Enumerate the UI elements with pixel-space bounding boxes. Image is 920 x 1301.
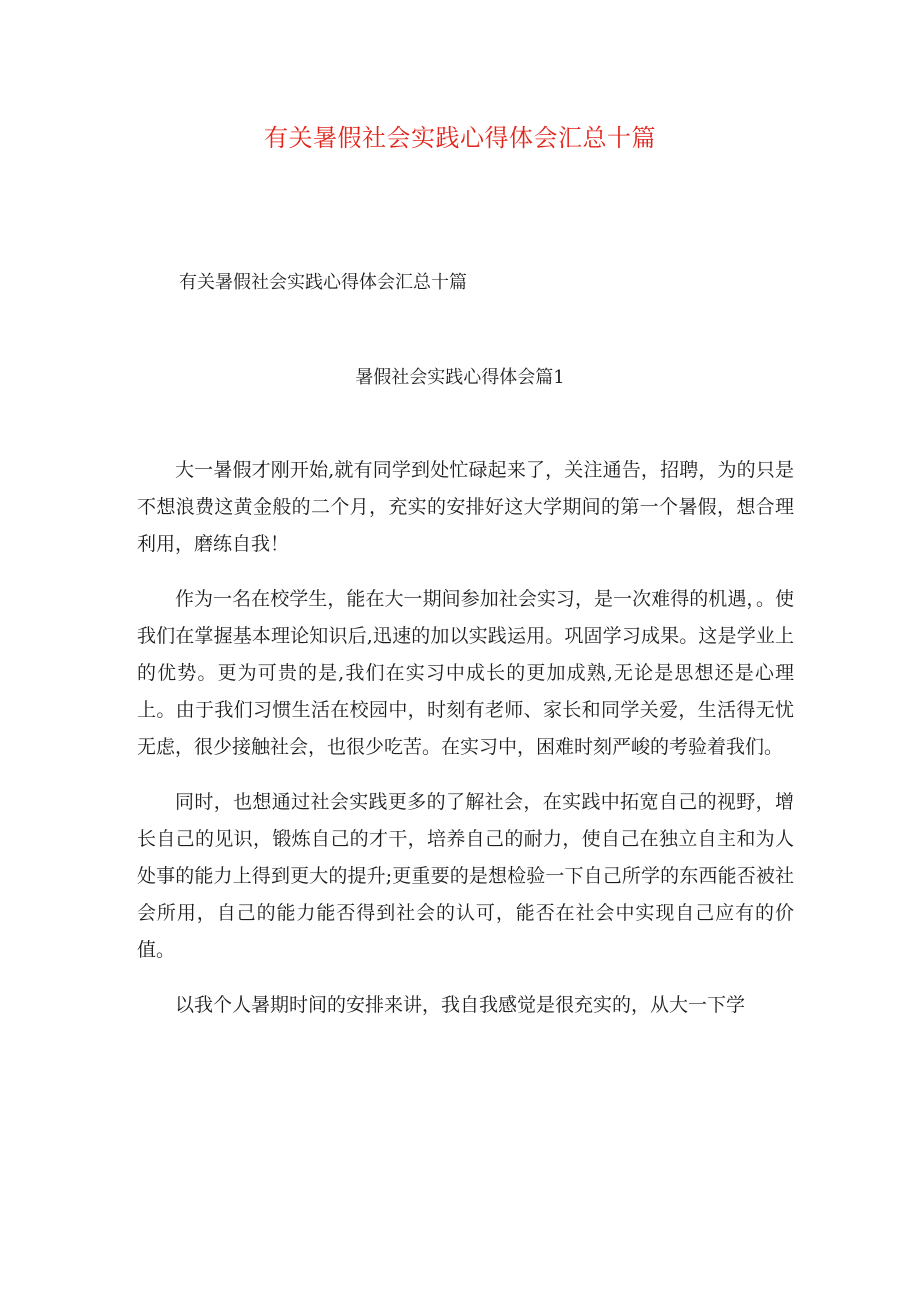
paragraph: 作为一名在校学生，能在大一期间参加社会实习，是一次难得的机遇，。使我们在掌握基本理论知识后,迅速的加以实践运用。巩固学习成果。这是学业上的优势。更为可贵的是,我们在实习中成长的更加成熟,无论是思想还是心理上。由于我们习惯生活在校园中，时刻有老师、家长和同学关爱，生活得无忧无虑，很少接触社会，也很少吃苦。在实习中，困难时刻严峻的考验着我们。 (137, 588, 794, 758)
paragraph: 同时，也想通过社会实践更多的了解社会，在实践中拓宽自己的视野，增长自己的见识，锻炼自己的才干，培养自己的耐力，使自己在独立自主和为人处事的能力上得到更大的提升;更重要的是想检验一下自己所学的东西能否被社会所用，自己的能力能否得到社会的认可，能否在社会中实现自己应有的价值。 (137, 791, 794, 961)
section-heading: 暑假社会实践心得体会篇1 (355, 367, 565, 388)
paragraph: 大一暑假才刚开始,就有同学到处忙碌起来了，关注通告，招聘，为的只是不想浪费这黄金般的二个月，充实的安排好这大学期间的第一个暑假，想合理利用，磨练自我！ (137, 459, 794, 555)
paragraph: 以我个人暑期时间的安排来讲，我自我感觉是很充实的，从大一下学 (175, 994, 746, 1017)
body-text (137, 452, 794, 1043)
document-subtitle: 有关暑假社会实践心得体会汇总十篇 (179, 272, 467, 293)
document-title: 有关暑假社会实践心得体会汇总十篇 (264, 124, 656, 152)
